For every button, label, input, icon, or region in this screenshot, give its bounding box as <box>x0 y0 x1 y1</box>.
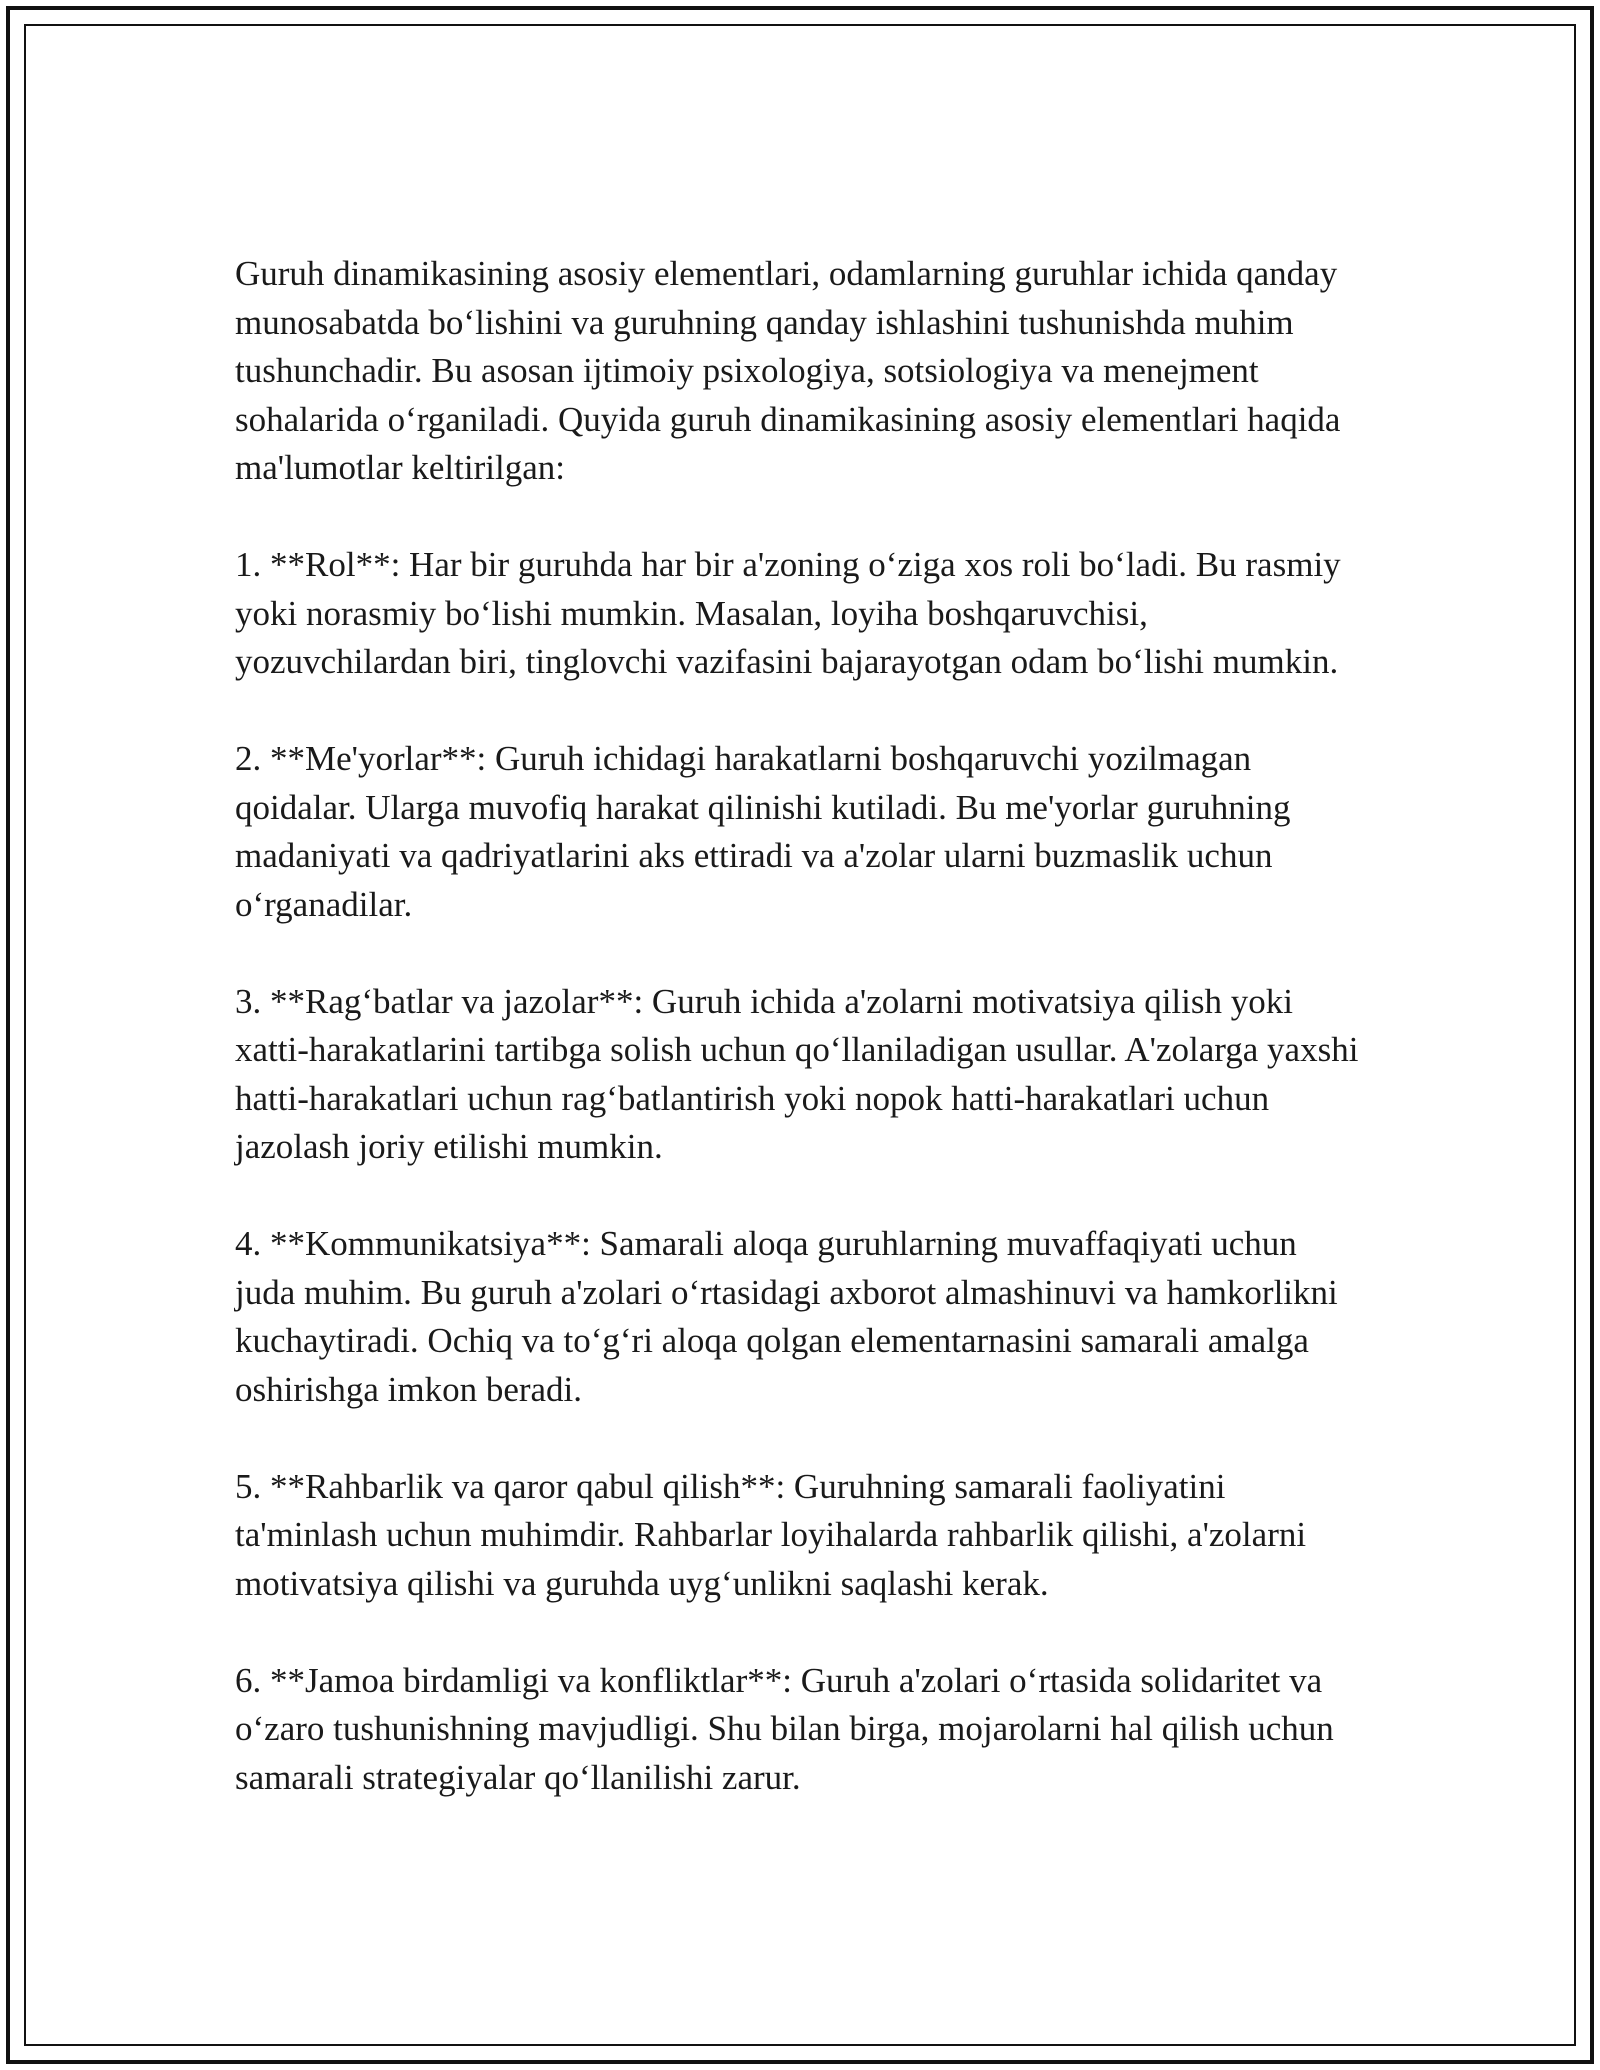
item-rewards-paragraph: 3. **Rag‘batlar va jazolar**: Guruh ichida a'zolarni motivatsiya qilish yoki xatti-harakatlarini tartibga solish uchun qo‘llaniladigan usullar. A'zolarga yaxshi hatti-harakatlari uchun rag‘batlantirish yoki nopok hatti-harakatlari uchun jazolash joriy etilishi mumkin. <box>235 981 1359 1166</box>
item-norms-paragraph: 2. **Me'yorlar**: Guruh ichidagi harakatlarni boshqaruvchi yozilmagan qoidalar. Ularga muvofiq harakat qilinishi kutiladi. Bu me'yorlar guruhning madaniyati va qadriyatlarini aks ettiradi va a'zolar ularni buzmaslik uchun o‘rganadilar. <box>235 739 1291 924</box>
document-body <box>235 250 1365 1802</box>
item-role-paragraph: 1. **Rol**: Har bir guruhda har bir a'zoning o‘ziga xos roli bo‘ladi. Bu rasmiy yoki norasmiy bo‘lishi mumkin. Masalan, loyiha boshqaruvchisi, yozuvchilardan biri, tinglovchi vazifasini bajarayotgan odam bo‘lishi mumkin. <box>235 545 1341 681</box>
item-cohesion-paragraph: 6. **Jamoa birdamligi va konfliktlar**: Guruh a'zolari o‘rtasida solidaritet va o‘zaro tushunishning mavjudligi. Shu bilan birga, mojarolarni hal qilish uchun samarali strategiyalar qo‘llanilishi zarur. <box>235 1660 1334 1797</box>
intro-paragraph: Guruh dinamikasining asosiy elementlari, odamlarning guruhlar ichida qanday munosabatda bo‘lishini va guruhning qanday ishlashini tushunishda muhim tushunchadir. Bu asosan ijtimoiy psixologiya, sotsiologiya va menejment sohalarida o‘rganiladi. Quyida guruh dinamikasining asosiy elementlari haqida ma'lumotlar keltirilgan: <box>235 254 1341 487</box>
item-communication-paragraph: 4. **Kommunikatsiya**: Samarali aloqa guruhlarning muvaffaqiyati uchun juda muhim. Bu guruh a'zolari o‘rtasidagi axborot almashinuvi va hamkorlikni kuchaytiradi. Ochiq va to‘g‘ri aloqa qolgan elementarnasini samarali amalga oshirishga imkon beradi. <box>235 1224 1338 1409</box>
item-leadership-paragraph: 5. **Rahbarlik va qaror qabul qilish**: Guruhning samarali faoliyatini ta'minlash uchun muhimdir. Rahbarlar loyihalarda rahbarlik qilishi, a'zolarni motivatsiya qilishi va guruhda uyg‘unlikni saqlashi kerak. <box>235 1466 1307 1603</box>
